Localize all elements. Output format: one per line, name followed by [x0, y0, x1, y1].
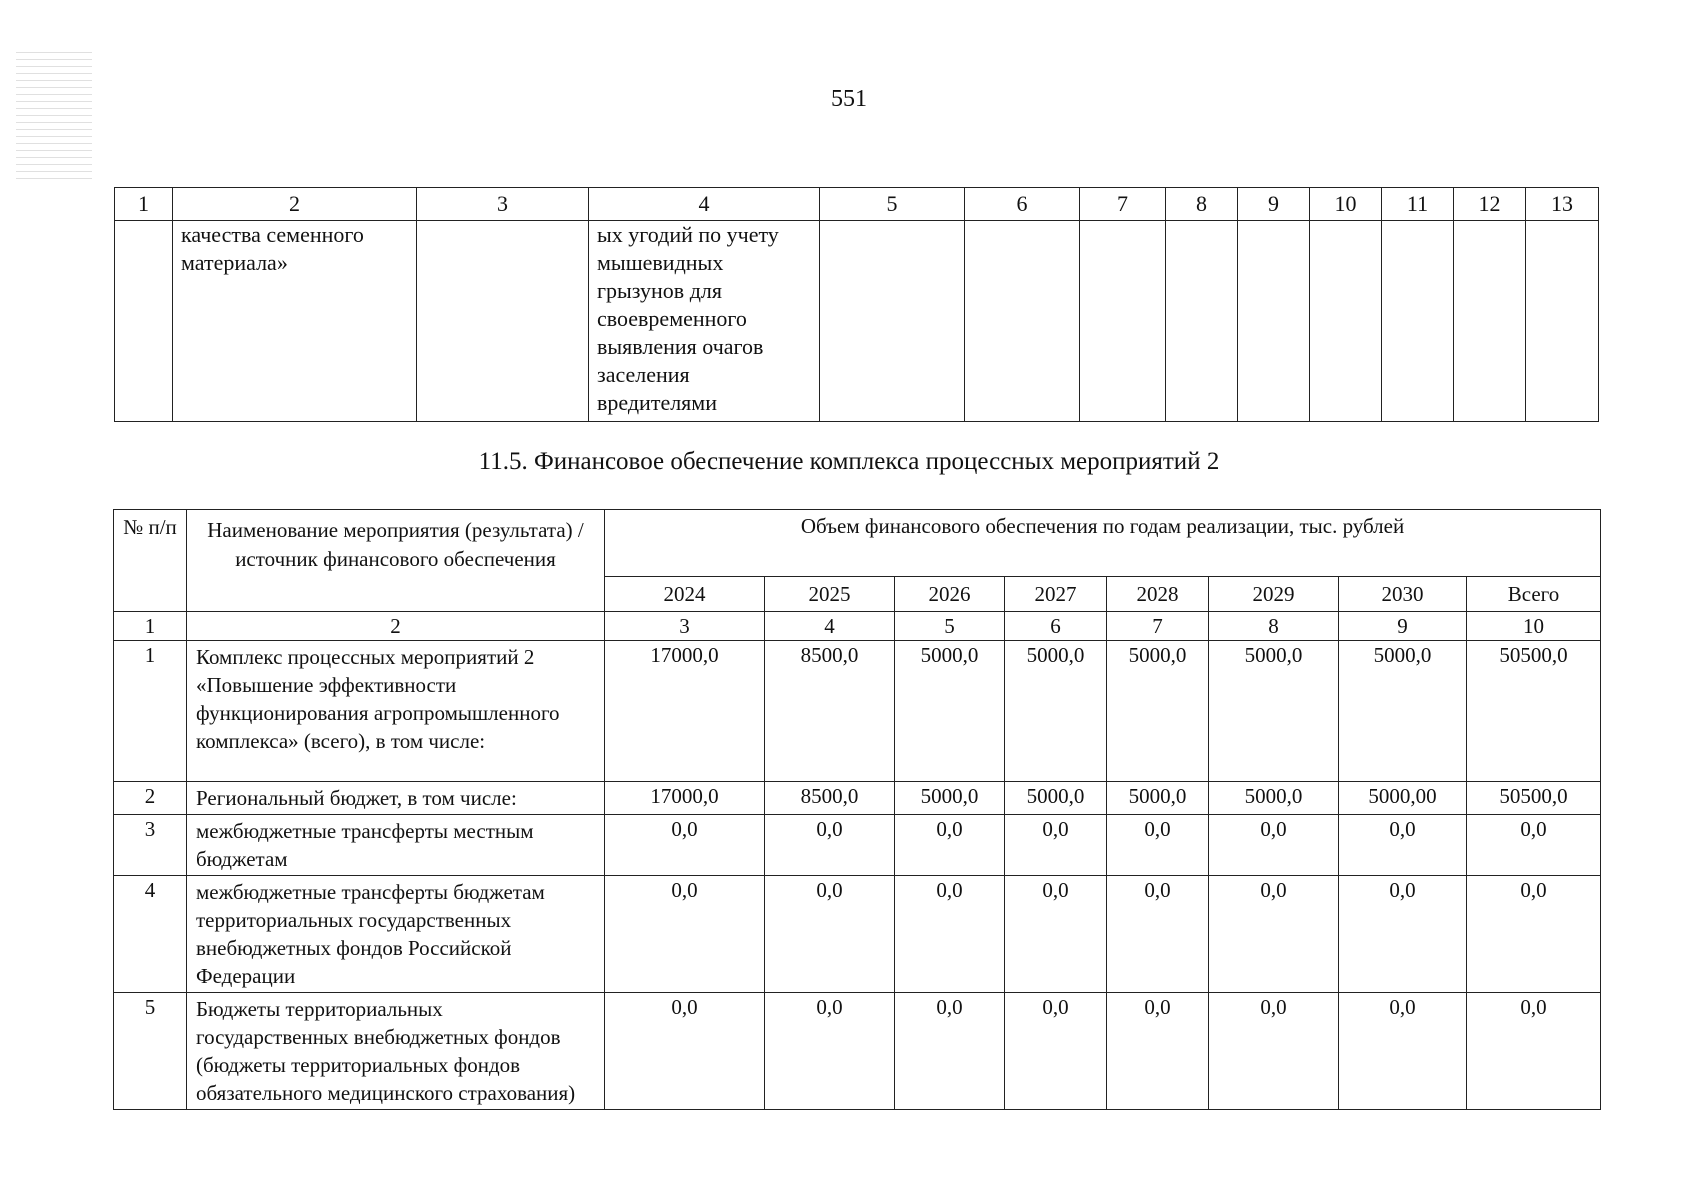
table-row: [114, 782, 1601, 815]
value-cell: 0,0: [1339, 876, 1467, 993]
col-number: 5: [820, 188, 965, 221]
col-number: 12: [1454, 188, 1526, 221]
table-row: [115, 221, 1599, 422]
column-number-row: [114, 612, 1601, 641]
table-row: [114, 993, 1601, 1110]
row-name: межбюджетные трансферты бюджетам территориальных государственных внебюджетных фондов Российской Федерации: [187, 876, 605, 993]
col-number: 4: [765, 612, 895, 641]
value-cell: 0,0: [1209, 993, 1339, 1110]
col-number: 7: [1080, 188, 1166, 221]
value-cell: 0,0: [765, 993, 895, 1110]
name-header: Наименование мероприятия (результата) / источник финансового обеспечения: [187, 510, 605, 612]
row-number: 3: [114, 815, 187, 876]
table-row: [114, 641, 1601, 782]
col-number: 13: [1526, 188, 1599, 221]
row-name: Региональный бюджет, в том числе:: [187, 782, 605, 815]
col-number: 3: [417, 188, 589, 221]
row-name: Бюджеты территориальных государственных внебюджетных фондов (бюджеты территориальных фондов обязательного медицинского страхования): [187, 993, 605, 1110]
col-number: 2: [173, 188, 417, 221]
value-cell: 0,0: [605, 815, 765, 876]
total-cell: 0,0: [1467, 876, 1601, 993]
value-cell: 5000,00: [1339, 782, 1467, 815]
value-cell: 0,0: [765, 815, 895, 876]
table-cell: [1454, 221, 1526, 422]
table-cell: [1166, 221, 1238, 422]
volume-header: Объем финансового обеспечения по годам реализации, тыс. рублей: [605, 510, 1601, 577]
col-number: 2: [187, 612, 605, 641]
continued-activities-table: [114, 187, 1599, 422]
year-header: 2028: [1107, 577, 1209, 612]
year-header: 2025: [765, 577, 895, 612]
activity-name-cell: качества семенного материала»: [173, 221, 417, 422]
value-cell: 0,0: [1339, 993, 1467, 1110]
table-cell: [820, 221, 965, 422]
table-cell: [1080, 221, 1166, 422]
col-number: 11: [1382, 188, 1454, 221]
value-cell: 0,0: [1107, 815, 1209, 876]
row-number: 2: [114, 782, 187, 815]
year-header: 2027: [1005, 577, 1107, 612]
section-title: 11.5. Финансовое обеспечение комплекса процессных мероприятий 2: [478, 448, 1220, 475]
value-cell: 17000,0: [605, 782, 765, 815]
table-cell: [417, 221, 589, 422]
col-number: 8: [1209, 612, 1339, 641]
value-cell: 0,0: [1005, 993, 1107, 1110]
table-cell: [1238, 221, 1310, 422]
col-number: 1: [115, 188, 173, 221]
value-cell: 0,0: [1107, 993, 1209, 1110]
year-header: 2029: [1209, 577, 1339, 612]
table-cell: [965, 221, 1080, 422]
col-number: 10: [1310, 188, 1382, 221]
table-cell: [1310, 221, 1382, 422]
table-row: [114, 815, 1601, 876]
value-cell: 5000,0: [1005, 641, 1107, 782]
year-header: 2026: [895, 577, 1005, 612]
financing-table: [113, 509, 1601, 1110]
col-number: 5: [895, 612, 1005, 641]
col-number: 8: [1166, 188, 1238, 221]
number-header: № п/п: [114, 510, 187, 612]
col-number: 7: [1107, 612, 1209, 641]
value-cell: 0,0: [765, 876, 895, 993]
value-cell: 5000,0: [1209, 641, 1339, 782]
row-number: 5: [114, 993, 187, 1110]
row-name: Комплекс процессных мероприятий 2 «Повышение эффективности функционирования агропромышленного комплекса» (всего), в том числе:: [187, 641, 605, 782]
total-cell: 50500,0: [1467, 641, 1601, 782]
value-cell: 5000,0: [1209, 782, 1339, 815]
col-number: 9: [1238, 188, 1310, 221]
value-cell: 5000,0: [1107, 641, 1209, 782]
value-cell: 0,0: [1339, 815, 1467, 876]
value-cell: 0,0: [1209, 876, 1339, 993]
value-cell: 0,0: [1107, 876, 1209, 993]
value-cell: 0,0: [1209, 815, 1339, 876]
total-cell: 0,0: [1467, 993, 1601, 1110]
value-cell: 5000,0: [895, 782, 1005, 815]
col-number: 6: [965, 188, 1080, 221]
value-cell: 17000,0: [605, 641, 765, 782]
value-cell: 0,0: [1005, 876, 1107, 993]
value-cell: 8500,0: [765, 782, 895, 815]
value-cell: 5000,0: [1339, 641, 1467, 782]
value-cell: 8500,0: [765, 641, 895, 782]
table-cell: [1526, 221, 1599, 422]
col-number: 9: [1339, 612, 1467, 641]
value-cell: 0,0: [605, 993, 765, 1110]
total-header: Всего: [1467, 577, 1601, 612]
table-cell: [115, 221, 173, 422]
year-header: 2030: [1339, 577, 1467, 612]
page-number: 551: [831, 86, 867, 112]
value-cell: 5000,0: [1005, 782, 1107, 815]
row-name: межбюджетные трансферты местным бюджетам: [187, 815, 605, 876]
table-cell: [1382, 221, 1454, 422]
row-number: 1: [114, 641, 187, 782]
total-cell: 0,0: [1467, 815, 1601, 876]
activity-description-cell: ых угодий по учету мышевидных грызунов для своевременного выявления очагов заселения вредителями: [589, 221, 820, 422]
scan-artifact: [16, 52, 92, 180]
value-cell: 5000,0: [895, 641, 1005, 782]
row-number: 4: [114, 876, 187, 993]
col-number: 3: [605, 612, 765, 641]
value-cell: 0,0: [895, 993, 1005, 1110]
value-cell: 5000,0: [1107, 782, 1209, 815]
header-row: [114, 510, 1601, 577]
total-cell: 50500,0: [1467, 782, 1601, 815]
table-row: [114, 876, 1601, 993]
col-number: 1: [114, 612, 187, 641]
column-number-row: [115, 188, 1599, 221]
col-number: 10: [1467, 612, 1601, 641]
value-cell: 0,0: [895, 815, 1005, 876]
value-cell: 0,0: [895, 876, 1005, 993]
value-cell: 0,0: [605, 876, 765, 993]
col-number: 4: [589, 188, 820, 221]
year-header: 2024: [605, 577, 765, 612]
col-number: 6: [1005, 612, 1107, 641]
value-cell: 0,0: [1005, 815, 1107, 876]
